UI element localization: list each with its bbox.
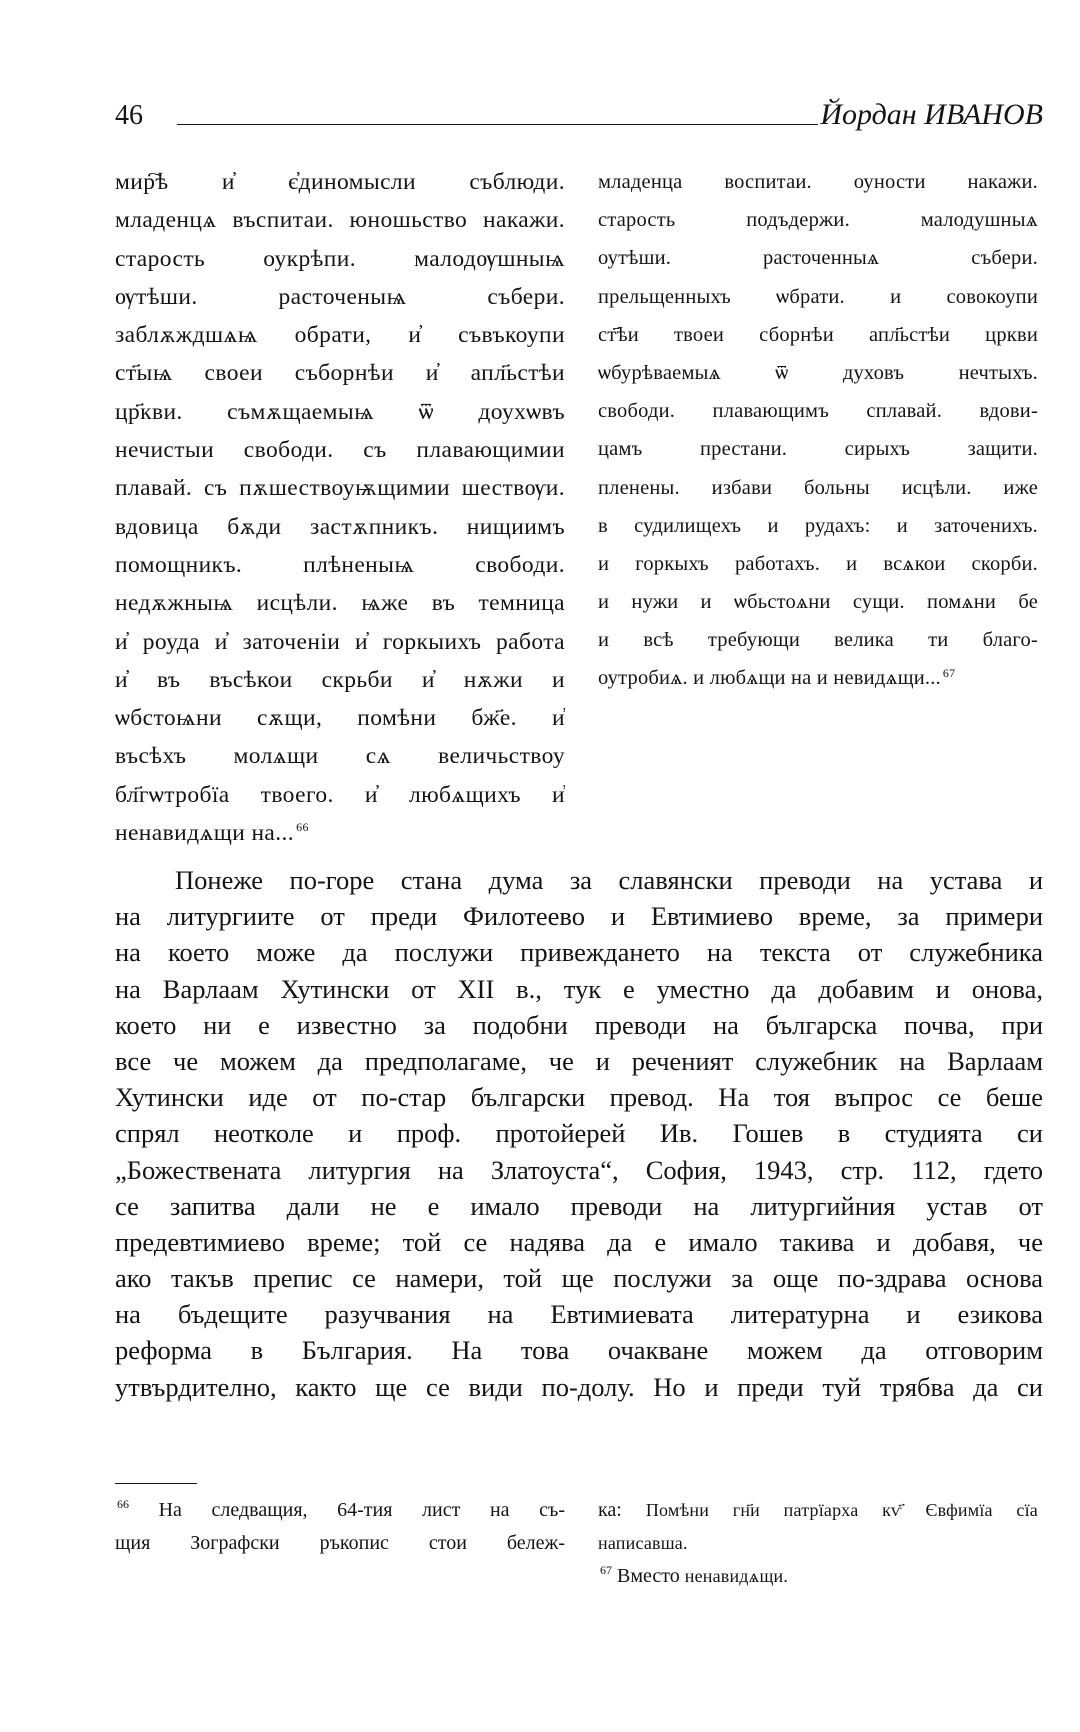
body-line: на бъдещите разучвания на Евтимиевата литературна и езикова: [115, 1299, 1043, 1330]
body-line: утвърдително, както ще се види по-долу. Но и преди туй трябва да си: [115, 1371, 1043, 1402]
footnote-rule: [115, 1483, 197, 1484]
slavonic-left-text: ненавидѧщи на...: [115, 820, 295, 847]
footnote-67-slavonic: ненавидѧщи.: [684, 1566, 789, 1586]
body-line: на което може да послужи привеждането на текста от служебника: [115, 937, 1043, 968]
slavonic-left-line: плавай. съ пѫшествоуѭщимии шествѹи.: [115, 475, 565, 502]
footnote-67-number: 67: [600, 1563, 612, 1578]
slavonic-right-line: ст҃ѣи твоеи сборнѣи апл҃ьстѣи цркви: [598, 323, 1038, 346]
footnote-66-slavonic-end: написавша.: [598, 1533, 688, 1553]
footnote-ref-67[interactable]: 67: [942, 665, 956, 680]
footnote-column-right: [598, 1494, 1038, 1593]
body-line: спрял неотколе и проф. протойерей Ив. Гошев в студията си: [115, 1118, 1043, 1149]
slavonic-right-line: прельщенныхъ ѡбрати. и совокоупи: [598, 285, 1038, 308]
slavonic-right-line: цамъ престани. сирыхъ защити.: [598, 438, 1038, 461]
slavonic-right-line: и горкыхъ работахъ. и всѧкои скорби.: [598, 552, 1038, 575]
slavonic-left-line: въсѣхъ молѧщи сѧ величьствоу: [115, 743, 565, 770]
body-line: все че можем да предполагаме, че и речeният служебник на Варлаам: [115, 1045, 1043, 1076]
slavonic-right-line: свободи. плавающимъ сплавай. вдови-: [598, 400, 1038, 423]
slavonic-left-line: ѹтѣши. расточеныѩ събери.: [115, 283, 565, 310]
footnote-67-text: Вместо: [617, 1565, 685, 1587]
body-paragraph: [115, 862, 1043, 1405]
slavonic-left-line: мир҇ѣ и҆ є҆диномысли съблюди.: [115, 169, 565, 195]
slavonic-column-right: [598, 163, 1038, 698]
slavonic-right-line: и всѣ требующи велика ти благо-: [598, 629, 1038, 652]
footnote-ref-66[interactable]: 66: [296, 820, 309, 835]
body-line: на Варлаам Хутински от XII в., тук е уместно да добавим и онова,: [115, 973, 1043, 1004]
body-line: което ни е известно за подобни преводи на българска почва, при: [115, 1009, 1043, 1040]
slavonic-left-line: и҆ въ въсѣкои скрьби и҆ нѫжи и: [115, 666, 565, 693]
slavonic-right-line: младенца воспитаи. оуности накажи.: [598, 171, 1038, 193]
slavonic-left-line: заблѫждшѧѩ обрати, и҆ съвъкоупи: [115, 322, 565, 349]
body-line: Хутински иде от по-стар български превод. На тоя въпрос се беше: [115, 1082, 1043, 1113]
footnote-66-slavonic: Помѣни гн҃и патрїарха кѵ҃ Євфимїа сїа: [645, 1500, 1038, 1520]
page-header: [115, 96, 1043, 144]
body-line: на литургиите от преди Филотеево и Евтимиево време, за примери: [115, 901, 1043, 932]
footnote-66-text: На следващия, 64-тия лист на съ-: [158, 1499, 565, 1521]
slavonic-right-line: и нужи и ѡбьстоѧни сущи. помѧни бе: [598, 591, 1038, 614]
slavonic-left-line: ст҃ыѩ своеи съборнѣи и҆ апл҃ьстѣи: [115, 360, 565, 387]
slavonic-right-line: оутѣши. расточенныѧ събери.: [598, 247, 1038, 270]
body-line: „Божествената литургия на Златоуста“, София, 1943, стр. 112, гдето: [115, 1154, 1043, 1185]
footnote-66-continuation: [598, 1494, 1038, 1527]
header-rule: [177, 124, 818, 125]
running-head: Йордан ИВАНОВ: [820, 98, 1043, 131]
body-line: се запитва дали не е имало преводи на литургийния устав от: [115, 1190, 1043, 1221]
slavonic-left-line: недѫжныѩ исцѣли. ѩже въ темница: [115, 590, 565, 617]
slavonic-left-line: вдовица бѫди застѫпникъ. нищиимъ: [115, 513, 565, 540]
slavonic-left-line: и҆ роуда и҆ заточеніи и҆ горкыихъ работа: [115, 628, 565, 655]
footnote-66-line: щия Зографски ръкопис стои бележ-: [115, 1532, 565, 1554]
body-line: ако такъв препис се намери, той ще послужи за още по-здрава основа: [115, 1263, 1043, 1294]
slavonic-right-line: ѡбурѣваемыѧ ѿ духовъ нечтыхъ.: [598, 361, 1038, 384]
slavonic-left-line: нечистыи свободи. съ плавающимии: [115, 437, 565, 464]
footnote-66: [115, 1494, 565, 1560]
body-line: Понеже по-горе стана дума за славянски преводи на устава и: [175, 865, 1043, 895]
footnote-66-line: [115, 1494, 565, 1527]
slavonic-left-line: помощникъ. плѣненыѩ свободи.: [115, 551, 565, 578]
body-line: реформа в България. На това очакване можем да отговорим: [115, 1335, 1043, 1366]
slavonic-right-line: пленены. избави больны исцѣли. иже: [598, 476, 1038, 499]
slavonic-left-line-last: [115, 814, 565, 852]
slavonic-right-line: старость подъдержи. малодушныѧ: [598, 209, 1038, 232]
slavonic-left-line: бл҃гѡтробїа твоего. и҆ любѧщихъ и҆: [115, 781, 565, 808]
slavonic-left-line: ѡбстоѩни сѫщи, помѣни бж҃е. и҆: [115, 705, 565, 732]
page-number: 46: [115, 100, 143, 131]
footnote-66-prefix: ка:: [598, 1499, 646, 1521]
slavonic-right-line-last: [598, 659, 1038, 697]
slavonic-column-left: [115, 163, 565, 852]
slavonic-left-line: младенцѧ въспитаи. юношьство накажи.: [115, 207, 565, 234]
footnote-66-number: 66: [117, 1497, 129, 1512]
slavonic-left-line: цр҃кви. съмѫщаемыѩ ѿ доухѡвъ: [115, 398, 565, 425]
slavonic-right-text: оутробиѧ. и любѧщи на и невидѧщи...: [598, 667, 941, 690]
footnote-67: [598, 1560, 1038, 1593]
body-line: предевтимиево време; той се надява да е имало такива и добавя, че: [115, 1226, 1043, 1257]
slavonic-left-line: старость оукрѣпи. малодѹшныѩ: [115, 245, 565, 272]
slavonic-right-line: в судилищехъ и рудахъ: и заточенихъ.: [598, 514, 1038, 537]
